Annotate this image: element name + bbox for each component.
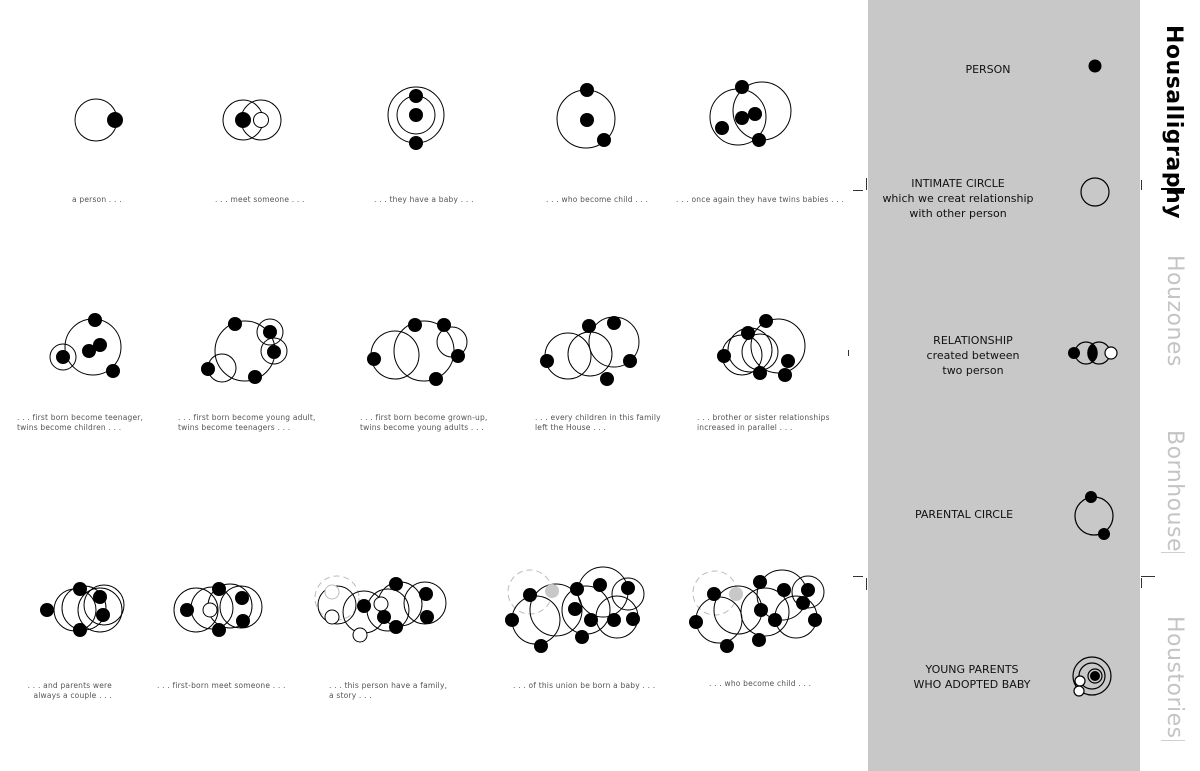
diagram-grown-up bbox=[367, 318, 467, 386]
nav-tab-bornhouse[interactable]: Bornhouse bbox=[1162, 430, 1187, 552]
diagram-left-the-house bbox=[540, 316, 639, 386]
divider-mark bbox=[853, 576, 863, 577]
caption-a-person: a person . . . bbox=[72, 195, 122, 204]
nav-mark bbox=[1141, 576, 1155, 577]
nav-separator bbox=[1161, 740, 1185, 741]
diagram-become-child bbox=[557, 83, 615, 148]
caption-twins-babies: . . . once again they have twins babies . . . bbox=[676, 195, 845, 204]
legend-label-relationship: RELATIONSHIP created between two person bbox=[926, 334, 1020, 377]
diagram-family-story bbox=[315, 576, 446, 642]
divider-mark bbox=[866, 578, 867, 590]
caption-become-child: . . . who become child . . . bbox=[546, 195, 649, 204]
diagram-brother-sister bbox=[717, 314, 805, 382]
nav-tab-houstories[interactable]: Houstories bbox=[1162, 616, 1187, 739]
relationship-icon bbox=[1068, 342, 1117, 364]
caption-left-the-house: . . . every children in this family left the House . . . bbox=[535, 413, 661, 432]
diagram-a-person bbox=[75, 99, 123, 141]
legend-label-parental-circle: PARENTAL CIRCLE bbox=[914, 508, 1014, 521]
legend-label-person: PERSON bbox=[965, 63, 1011, 76]
nav-mark bbox=[1141, 180, 1142, 190]
nav-mark bbox=[1141, 578, 1142, 588]
nav-tab-housalligraphy[interactable]: Housalligraphy bbox=[1161, 25, 1186, 219]
legend-label-intimate-circle: INTIMATE CIRCLE which we creat relationship with other person bbox=[882, 177, 1034, 220]
legend-panel bbox=[868, 0, 1140, 771]
caption-born-a-baby: . . . of this union be born a baby . . . bbox=[513, 681, 656, 690]
intimate-circle-icon bbox=[1081, 178, 1109, 206]
divider-mark bbox=[866, 178, 867, 190]
divider-mark bbox=[848, 350, 849, 356]
diagram-twins-babies bbox=[710, 80, 791, 147]
adopted-baby-icon bbox=[1073, 657, 1111, 696]
legend-icons bbox=[868, 0, 1140, 771]
diagram-born-a-baby bbox=[505, 567, 644, 653]
caption-grown-up: . . . first born become grown-up, twins become young adults . . . bbox=[360, 413, 488, 432]
person-icon bbox=[1089, 60, 1102, 73]
diagram-meet-someone bbox=[223, 100, 281, 140]
legend-label-adopted-baby: YOUNG PARENTS WHO ADOPTED BABY bbox=[913, 663, 1031, 691]
nav-tab-houzones[interactable]: Houzones bbox=[1162, 255, 1187, 367]
caption-young-adult: . . . first born become young adult, twins become teenagers . . . bbox=[178, 413, 316, 432]
diagram-first-born-meet bbox=[174, 582, 262, 637]
caption-meet-someone: . . . meet someone . . . bbox=[215, 195, 305, 204]
caption-parents-couple: . . . and parents were always a couple . . . bbox=[27, 681, 112, 700]
caption-brother-sister: . . . brother or sister relationships increased in parallel . . . bbox=[697, 413, 830, 432]
diagram-parents-couple bbox=[40, 582, 124, 637]
diagram-young-adult bbox=[201, 317, 287, 384]
diagram-teenager bbox=[50, 313, 121, 378]
diagram-have-a-baby bbox=[388, 87, 444, 150]
caption-teenager: . . . first born become teenager, twins become children . . . bbox=[17, 413, 144, 432]
parental-circle-icon bbox=[1075, 491, 1113, 540]
nav-separator bbox=[1161, 552, 1185, 553]
divider-mark bbox=[853, 190, 863, 191]
caption-first-born-meet: . . . first-born meet someone . . . bbox=[157, 681, 286, 690]
diagram-become-child-2 bbox=[689, 570, 824, 653]
caption-become-child-2: . . . who become child . . . bbox=[709, 679, 812, 688]
caption-have-a-baby: . . . they have a baby . . . bbox=[374, 195, 474, 204]
caption-family-story: . . . this person have a family, a story . . . bbox=[329, 681, 448, 700]
